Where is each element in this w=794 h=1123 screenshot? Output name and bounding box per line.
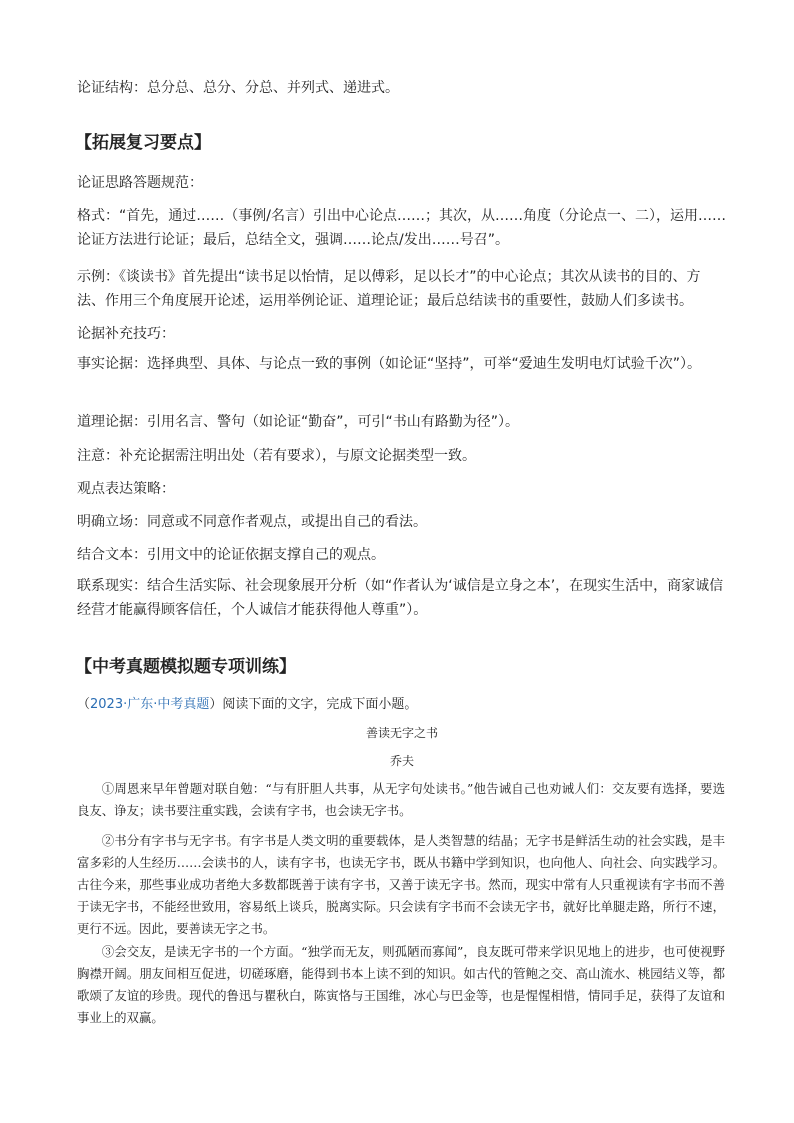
article-author: 乔夫 [389,754,414,768]
source-tag-link[interactable]: 2023·广东·中考真题 [90,697,210,712]
source-paren-close: ） [209,697,223,712]
view-title: 观点表达策略： [77,481,175,497]
example-text: 示例：《谈读书》首先提出“读书足以怡情，足以傅彩，足以长才”的中心论点；其次从读书的目的、方法、作用三个角度展开论述，运用举例论证、道理论证；最后总结读书的重要性，鼓励人们多读书。 [77,269,701,309]
text-support: 结合文本：引用文中的论证依据支撑自己的观点。 [77,547,385,563]
instruction-text: 阅读下面的文字，完成下面小题。 [222,697,418,712]
argument-structure: 论证结构：总分总、总分、分总、并列式、递进式。 [77,80,399,96]
evidence-title: 论据补充技巧： [77,326,175,342]
article-title: 善读无字之书 [365,726,438,740]
paragraph-2: ②书分有字书与无字书。有字书是人类文明的重要载体，是人类智慧的结晶；无字书是鲜活生动的社会实践，是丰富多彩的人生经历……会读书的人，读有字书，也读无字书，既从书籍中学到知识，也向他人、向社会、向实践学习。古往今来，那些事业成功者绝大多数都既善于读有字书，又善于读无字书。然而，现实中常有人只重视读有字书而不善于读无字书，不能经世致用，容易纸上谈兵，脱离实际。只会读有字书而不会读无字书，就好比单腿走路，所行不速，更行不远。因此，要善读无字之书。 [77,833,725,936]
paragraph-3: ③会交友，是读无字书的一个方面。“独学而无友，则孤陋而寡闻”，良友既可带来学识见地上的进步，也可使视野胸襟开阔。朋友间相互促进，切磋琢磨，能得到书本上读不到的知识。如古代的管鲍之交、高山流水、桃园结义等，都歌颂了友谊的珍贵。现代的鲁迅与瞿秋白，陈寅恪与王国维，冰心与巴金等，也是惺惺相惜，情同手足，获得了友谊和事业上的双赢。 [77,944,725,1025]
source-paren-open: （ [77,697,91,712]
exam-source [77,694,727,716]
idea-title: 论证思路答题规范： [77,175,203,191]
review-heading: 【拓展复习要点】 [75,133,211,153]
note-text: 注意：补充论据需注明出处（若有要求），与原文论据类型一致。 [77,448,476,464]
fact-evidence: 事实论据：选择典型、具体、与论点一致的事例（如论证“坚持”，可举“爱迪生发明电灯试验千次”）。 [77,356,702,372]
reality-text: 联系现实：结合生活实际、社会现象展开分析（如“作者认为‘诚信是立身之本’，在现实生活中，商家诚信经营才能赢得顾客信任，个人诚信才能获得他人尊重”）。 [77,578,724,618]
paragraph-1: ①周恩来早年曾题对联自勉：“与有肝胆人共事，从无字句处读书。”他告诫自己也劝诫人们：交友要有选择，要选良友、诤友；读书要注重实践，会读有字书，也会读无字书。 [77,781,725,818]
training-heading: 【中考真题模拟题专项训练】 [75,657,296,677]
reason-evidence: 道理论据：引用名言、警句（如论证“勤奋”，可引“书山有路勤为径”）。 [77,414,520,430]
format-text: 格式：“首先，通过……（事例/名言）引出中心论点……；其次，从……角度（分论点一、二），运用……论证方法进行论证；最后，总结全文，强调……论点/发出……号召”。 [77,208,726,248]
stance-text: 明确立场：同意或不同意作者观点，或提出自己的看法。 [77,514,427,530]
